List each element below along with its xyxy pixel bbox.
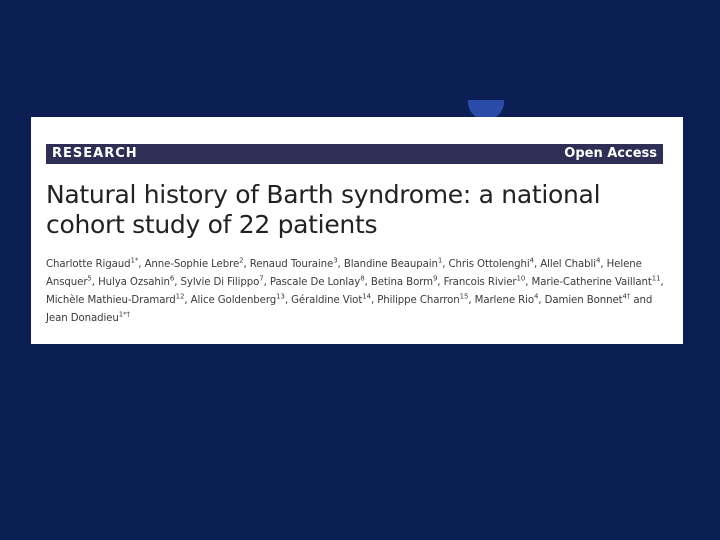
author-separator: , <box>437 277 444 288</box>
author-affiliation: 4† <box>622 292 631 301</box>
author-name: Michèle Mathieu-Dramard <box>46 295 176 306</box>
author-separator: , <box>364 277 371 288</box>
author-separator: , <box>468 295 475 306</box>
author-affiliation: 12 <box>175 292 185 301</box>
author-name: Chris Ottolenghi <box>448 259 530 270</box>
author-affiliation: 10 <box>516 274 526 283</box>
author-item <box>46 256 145 270</box>
author-name: Allel Chabli <box>540 259 596 270</box>
author-separator: , <box>174 277 181 288</box>
author-name: Hulya Ozsahin <box>98 277 170 288</box>
author-item <box>190 292 292 306</box>
author-separator: , <box>660 277 664 288</box>
author-affiliation: 6 <box>169 274 175 283</box>
author-name: Helene Ansquer <box>46 259 642 288</box>
author-affiliation: 15 <box>459 292 469 301</box>
author-affiliation: 13 <box>276 292 285 301</box>
author-item <box>377 292 475 306</box>
author-affiliation: 4 <box>533 292 539 301</box>
author-affiliation: 11 <box>651 274 661 283</box>
author-separator: , <box>138 259 145 270</box>
author-name: Marie-Catherine Vaillant <box>531 277 652 288</box>
author-item <box>370 274 444 288</box>
author-list <box>46 256 671 328</box>
author-separator: , <box>184 295 191 306</box>
author-item <box>249 256 344 270</box>
author-separator: , <box>243 259 250 270</box>
author-name: Marlene Rio <box>474 295 534 306</box>
title-line-2: cohort study of 22 patients <box>46 210 378 239</box>
author-name: Damien Bonnet <box>544 295 623 306</box>
author-item <box>180 274 270 288</box>
author-name: Pascale De Lonlay <box>269 277 361 288</box>
author-item <box>269 274 371 288</box>
author-separator: , <box>600 259 607 270</box>
title-line-1: Natural history of Barth syndrome: a national <box>46 180 601 209</box>
author-name: Philippe Charron <box>377 295 460 306</box>
article-title <box>46 180 671 240</box>
section-label: RESEARCH <box>52 146 138 161</box>
author-separator: , <box>91 277 99 288</box>
author-item <box>144 256 250 270</box>
author-name: Betina Borm <box>370 277 433 288</box>
author-name: Anne-Sophie Lebre <box>144 259 240 270</box>
author-affiliation: 5 <box>87 274 92 283</box>
author-affiliation: 3 <box>333 256 338 265</box>
author-separator: , <box>442 259 449 270</box>
author-name: Géraldine Viot <box>291 295 363 306</box>
author-separator: , <box>263 277 270 288</box>
author-item <box>531 274 664 288</box>
author-name: Alice Goldenberg <box>190 295 277 306</box>
author-affiliation: 9 <box>432 274 438 283</box>
author-item <box>98 274 181 288</box>
author-affiliation: 1*† <box>118 310 130 319</box>
author-separator: , <box>538 295 545 306</box>
author-item <box>291 292 378 306</box>
author-affiliation: 4 <box>529 256 534 265</box>
author-affiliation: 7 <box>259 274 264 283</box>
author-name: Jean Donadieu <box>46 313 119 324</box>
author-affiliation: 1* <box>130 256 139 265</box>
author-separator: , <box>370 295 378 306</box>
author-item <box>46 310 130 324</box>
author-name: Sylvie Di Filippo <box>180 277 260 288</box>
author-affiliation: 14 <box>362 292 371 301</box>
author-affiliation: 1 <box>437 256 443 265</box>
author-separator: , <box>533 259 541 270</box>
author-name: Blandine Beaupain <box>343 259 438 270</box>
author-affiliation: 2 <box>239 256 244 265</box>
open-access-label: Open Access <box>564 146 657 161</box>
author-separator: , <box>284 295 292 306</box>
author-item <box>544 292 653 306</box>
author-separator: and <box>630 295 653 306</box>
author-item <box>448 256 541 270</box>
author-item <box>443 274 532 288</box>
author-separator: , <box>337 259 344 270</box>
author-item <box>343 256 449 270</box>
author-name: Renaud Touraine <box>249 259 334 270</box>
section-banner <box>46 144 663 164</box>
author-separator: , <box>525 277 532 288</box>
author-name: Charlotte Rigaud <box>46 259 131 270</box>
author-affiliation: 8 <box>360 274 365 283</box>
author-name: Francois Rivier <box>443 277 517 288</box>
author-affiliation: 4 <box>595 256 601 265</box>
author-item <box>46 292 191 306</box>
article-header-snippet <box>31 117 683 344</box>
author-item <box>540 256 607 270</box>
author-item <box>474 292 545 306</box>
